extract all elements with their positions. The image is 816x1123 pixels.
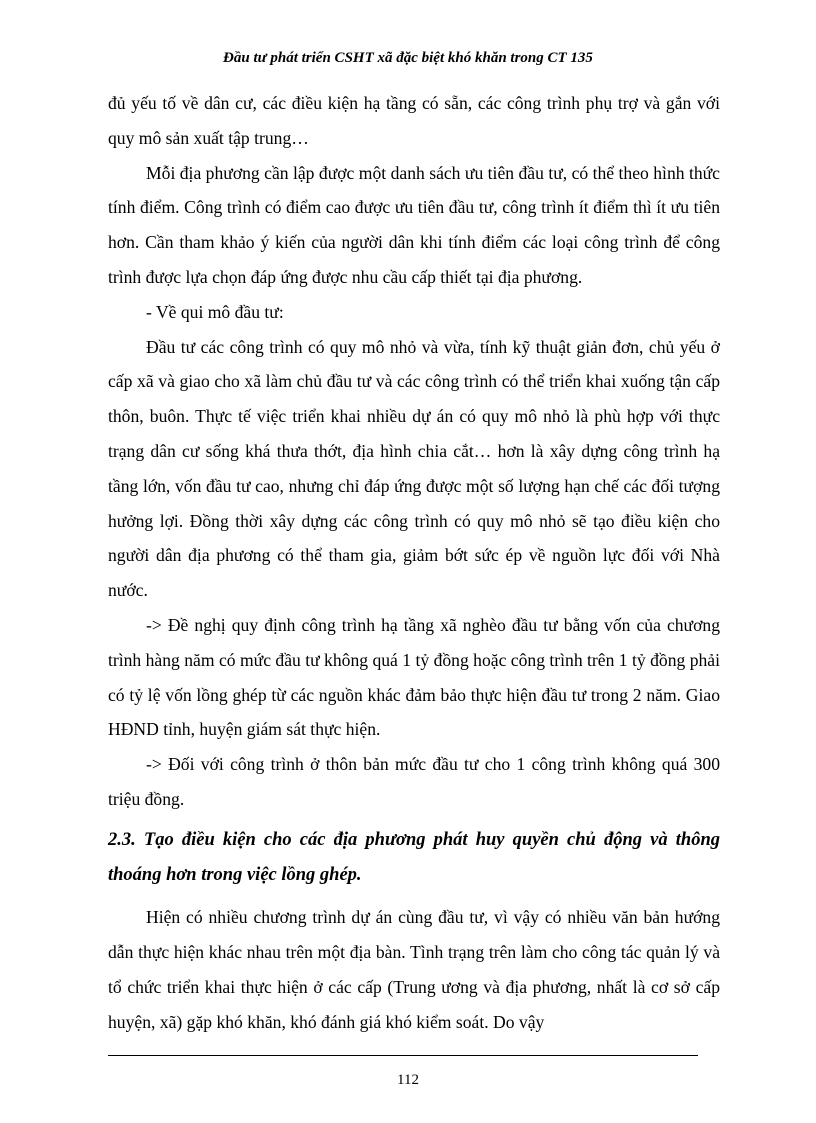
paragraph-proposal-1: -> Đề nghị quy định công trình hạ tầng xã nghèo đầu tư bằng vốn của chương trình hàng năm có mức đầu tư không quá 1 tỷ đồng hoặc công trình trên 1 tỷ đồng phải có tỷ lệ vốn lồng ghép từ các nguồn khác đảm bảo thực hiện đầu tư trong 2 năm. Giao HĐND tỉnh, huyện giám sát thực hiện. — [108, 614, 720, 740]
paragraph-proposal-2: -> Đối với công trình ở thôn bản mức đầu tư cho 1 công trình không quá 300 triệu đồng. — [108, 754, 720, 809]
paragraph-scale-label: - Về qui mô đầu tư: — [146, 301, 284, 322]
paragraph-small-projects: Đầu tư các công trình có quy mô nhỏ và vừa, tính kỹ thuật giản đơn, chủ yếu ở cấp xã và giao cho xã làm chủ đầu tư và các công trình có thể triển khai xuống tận cấp thôn, buôn. Thực tế việc triển khai nhiều dự án có quy mô nhỏ là phù hợp với thực trạng dân cư sống khá thưa thớt, địa hình chia cắt… hơn là xây dựng công trình hạ tầng lớn, vốn đầu tư cao, nhưng chỉ đáp ứng được một số lượng hạn chế các đối tượng hưởng lợi. Đồng thời xây dựng các công trình có quy mô nhỏ sẽ tạo điều kiện cho người dân địa phương có thể tham gia, giảm bớt sức ép về nguồn lực đối với Nhà nước. — [108, 336, 720, 601]
footer-divider — [108, 1055, 698, 1056]
paragraph-programs: Hiện có nhiều chương trình dự án cùng đầu tư, vì vậy có nhiều văn bản hướng dẫn thực hiện khác nhau trên một địa bàn. Tình trạng trên làm cho công tác quản lý và tổ chức triển khai thực hiện ở các cấp (Trung ương và địa phương, nhất là cơ sở cấp huyện, xã) gặp khó khăn, khó đánh giá khó kiểm soát. Do vậy — [108, 907, 720, 1032]
page-number: 112 — [397, 1072, 419, 1088]
paragraph-continuation: đủ yếu tố về dân cư, các điều kiện hạ tầng có sẵn, các công trình phụ trợ và gắn với quy mô sản xuất tập trung… — [108, 93, 720, 148]
section-heading: 2.3. Tạo điều kiện cho các địa phương phát huy quyền chủ động và thông thoáng hơn trong việc lồng ghép. — [108, 829, 720, 885]
paragraph-priority-list: Mỗi địa phương cần lập được một danh sách ưu tiên đầu tư, có thể theo hình thức tính điểm. Công trình có điểm cao được ưu tiên đầu tư, công trình ít điểm thì ít ưu tiên hơn. Cần tham khảo ý kiến của người dân khi tính điểm các loại công trình để công trình được lựa chọn đáp ứng được nhu cầu cấp thiết tại địa phương. — [108, 162, 720, 287]
running-header: Đầu tư phát triển CSHT xã đặc biệt khó khăn trong CT 135 — [223, 50, 593, 66]
page-body — [108, 86, 720, 1040]
